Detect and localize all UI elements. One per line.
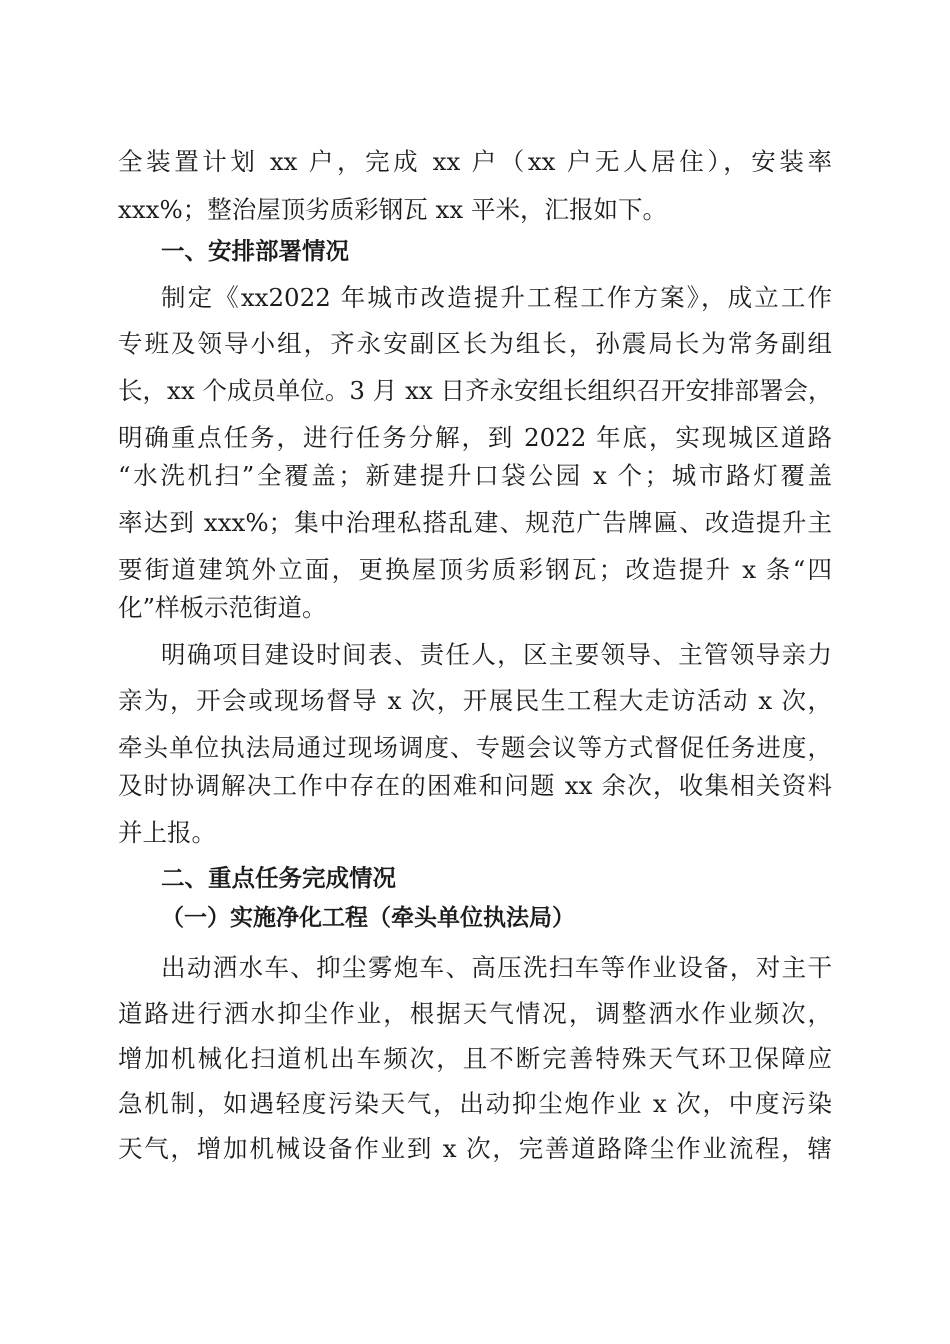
body-text-line: 并上报。 <box>118 818 216 847</box>
body-text-line: 增加机械化扫道机出车频次，且不断完善特殊天气环卫保障应 <box>118 1044 832 1073</box>
section-heading: 二、重点任务完成情况 <box>161 864 396 892</box>
subsection-heading: （一）实施净化工程（牵头单位执法局） <box>161 905 575 931</box>
body-text-line: 要街道建筑外立面，更换屋顶劣质彩钢瓦；改造提升 x 条“四 <box>118 555 832 584</box>
body-text-line: “水洗机扫”全覆盖；新建提升口袋公园 x 个；城市路灯覆盖 <box>118 461 832 490</box>
body-text-line: 明确重点任务，进行任务分解，到 2022 年底，实现城区道路 <box>118 423 832 452</box>
body-text-line: xxx%；整治屋顶劣质彩钢瓦 xx 平米，汇报如下。 <box>118 195 667 224</box>
body-text-line: 天气，增加机械设备作业到 x 次，完善道路降尘作业流程，辖 <box>118 1134 832 1163</box>
body-text-line: 急机制，如遇轻度污染天气，出动抑尘炮作业 x 次，中度污染 <box>118 1089 832 1118</box>
body-text-line: 化”样板示范街道。 <box>118 593 327 622</box>
body-text-line: 及时协调解决工作中存在的困难和问题 xx 余次，收集相关资料 <box>118 771 832 800</box>
body-text-line: 亲为，开会或现场督导 x 次，开展民生工程大走访活动 x 次， <box>118 686 832 715</box>
section-heading: 一、安排部署情况 <box>161 237 349 265</box>
body-text-line: 制定《xx2022 年城市改造提升工程工作方案》，成立工作 <box>161 283 832 312</box>
body-text-line: 全装置计划 xx 户，完成 xx 户（xx 户无人居住），安装率 <box>118 147 832 176</box>
body-text-line: 率达到 xxx%；集中治理私搭乱建、规范广告牌匾、改造提升主 <box>118 508 832 537</box>
body-text-line: 牵头单位执法局通过现场调度、专题会议等方式督促任务进度， <box>118 733 832 762</box>
body-text-line: 明确项目建设时间表、责任人，区主要领导、主管领导亲力 <box>161 640 832 669</box>
body-text-line: 长，xx 个成员单位。3 月 xx 日齐永安组长组织召开安排部署会， <box>118 376 833 405</box>
body-text-line: 专班及领导小组，齐永安副区长为组长，孙震局长为常务副组 <box>118 329 832 358</box>
body-text-line: 道路进行洒水抑尘作业，根据天气情况，调整洒水作业频次， <box>118 999 832 1028</box>
body-text-line: 出动洒水车、抑尘雾炮车、高压洗扫车等作业设备，对主干 <box>161 953 832 982</box>
